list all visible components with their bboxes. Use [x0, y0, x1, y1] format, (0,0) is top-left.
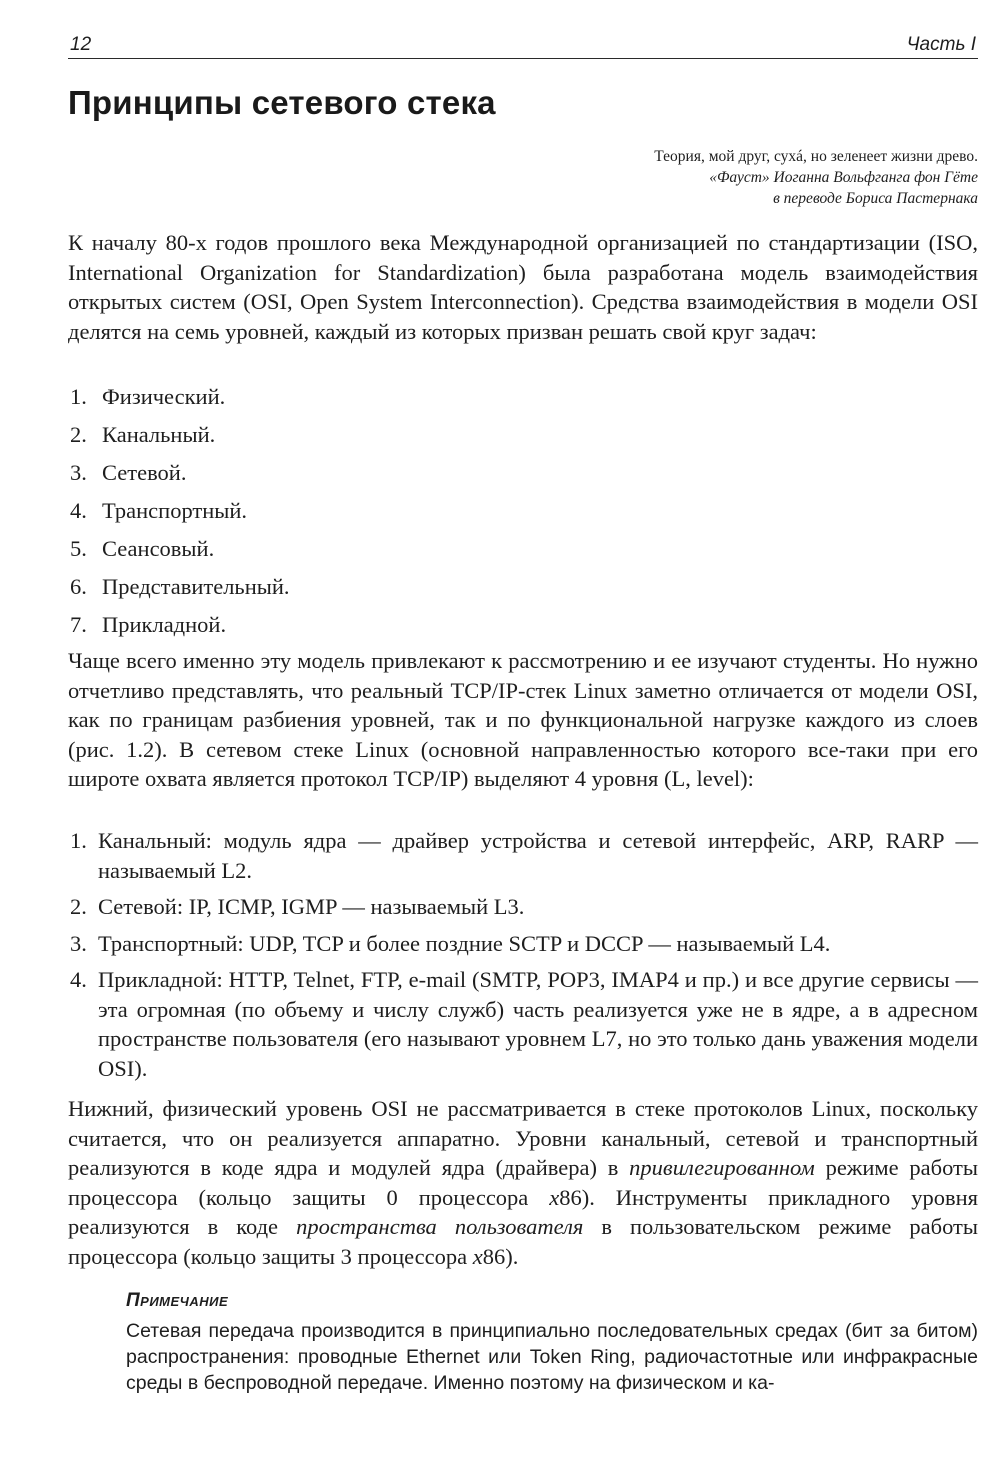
emphasis: пространства пользователя	[296, 1214, 584, 1239]
note-title: Примечание	[126, 1290, 229, 1311]
list-item: 1. Канальный: модуль ядра — драйвер устройства и сетевой интерфейс, ARP, RARP — называемый L2.	[70, 828, 978, 883]
epigraph-translator: в переводе Бориса Пастернака	[773, 190, 978, 207]
linux-levels-list	[68, 826, 978, 1090]
running-header	[68, 34, 978, 59]
osi-levels-list	[68, 378, 290, 644]
list-item: 3. Сетевой.	[70, 460, 187, 485]
emphasis: привилегированном	[629, 1155, 815, 1180]
list-item: 2. Канальный.	[70, 422, 216, 447]
list-item: 1. Физический.	[70, 384, 226, 409]
note-text: Сетевая передача производится в принципиально последовательных средах (бит за битом) распространения: проводные Ethernet или Token Ring, радиочастотные или инфракрасные среды в беспроводной передаче. Именно поэтому на физическом и ка-	[126, 1320, 978, 1394]
chapter-title: Принципы сетевого стека	[68, 84, 496, 121]
page-number: 12	[70, 34, 92, 55]
paragraph-linux-stack: Чаще всего именно эту модель привлекают к рассмотрению и ее изучают студенты. Но нужно отчетливо представлять, что реальный TCP/IP-стек Linux заметно отличается от модели OSI, как по границам разбиения уровней, так и по функциональной нагрузке каждого из слоев (рис. 1.2). В сетевом стеке Linux (основной направленностью которого все-таки при его широте охвата является протокол TCP/IP) выделяют 4 уровня (L, level):	[68, 648, 978, 791]
list-item: 3. Транспортный: UDP, TCP и более поздние SCTP и DCCP — называемый L4.	[70, 930, 831, 956]
paragraph-privilege-rings: Нижний, физический уровень OSI не рассматривается в стеке протоколов Linux, поскольку считается, что он реализуется аппаратно. Уровни канальный, сетевой и транспортный реализуются в коде ядра и модулей ядра (драйвера) в привилегированном режиме работы процессора (кольцо защиты 0 процессора x86). Инструменты прикладного уровня реализуются в коде пространства пользователя в пользовательском режиме работы процессора (кольцо защиты 3 процессора x86).	[68, 1096, 978, 1269]
emphasis: x	[472, 1243, 483, 1269]
note-block	[126, 1290, 978, 1396]
list-item: 4. Транспортный.	[70, 498, 248, 523]
paragraph-osi-intro: К началу 80-х годов прошлого века Международной организацией по стандартизации (ISO, International Organization for Standardization) была разработана модель взаимодействия открытых систем (OSI, Open System Interconnection). Средства взаимодействия в модели OSI делятся на семь уровней, каждый из которых призван решать свой круг задач:	[68, 230, 978, 344]
list-item: 2. Сетевой: IP, ICMP, IGMP — называемый L3.	[70, 894, 525, 919]
epigraph-source: «Фауст» Иоганна Вольфганга фон Гёте	[709, 169, 978, 186]
list-item: 5. Сеансовый.	[70, 536, 215, 561]
list-item: 6. Представительный.	[70, 574, 290, 599]
emphasis: x	[549, 1184, 560, 1210]
epigraph	[654, 146, 978, 209]
epigraph-quote: Теория, мой друг, сухá, но зеленеет жизни древо.	[654, 148, 978, 165]
list-item: 4. Прикладной: HTTP, Telnet, FTP, e-mail (SMTP, POP3, IMAP4 и пр.) и все другие сервисы — эта огромная (по объему и числу служб) часть реализуется уже не в ядре, а в адресном пространстве пользователя (его называют уровнем L7, но это только дань уважения модели OSI).	[70, 967, 978, 1081]
list-item: 7. Прикладной.	[70, 612, 227, 637]
part-label: Часть I	[906, 34, 976, 55]
